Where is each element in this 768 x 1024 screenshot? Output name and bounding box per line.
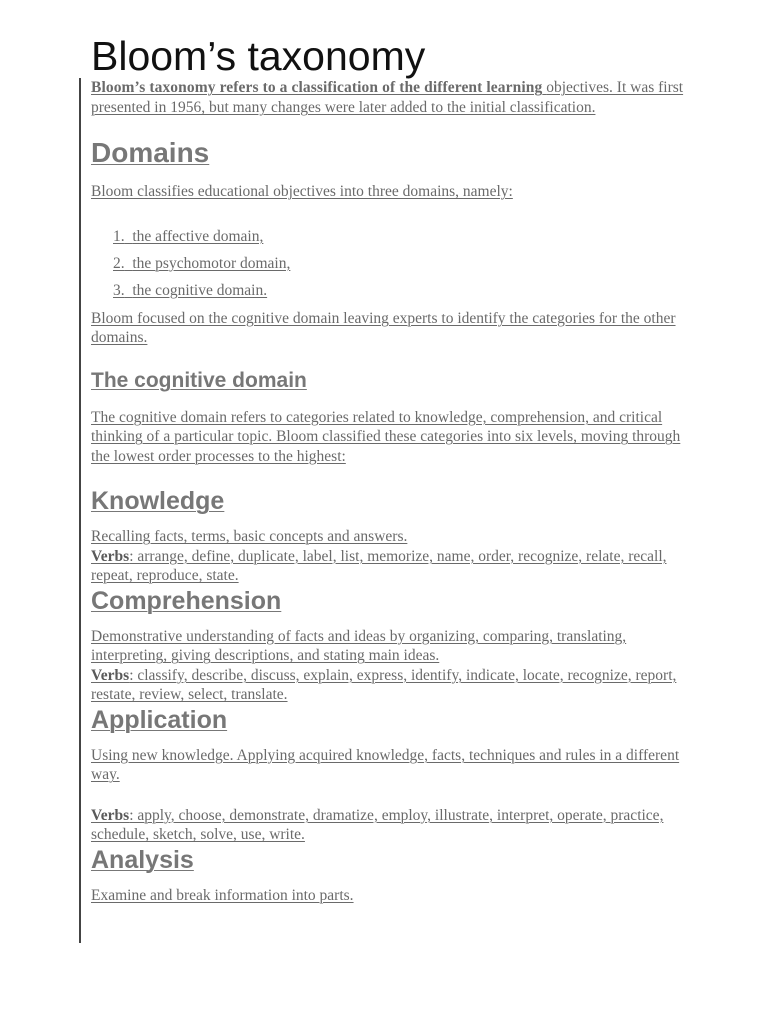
application-desc: Using new knowledge. Applying acquired knowledge, facts, techniques and rules in a different way. xyxy=(91,746,680,783)
domains-note: Bloom focused on the cognitive domain leaving experts to identify the categories for the other domains. xyxy=(91,309,676,346)
list-item-text: the cognitive domain. xyxy=(132,281,268,299)
verbs-list: : apply, choose, demonstrate, dramatize, employ, illustrate, interpret, operate, practice, schedule, sketch, solve, use, write. xyxy=(91,806,664,843)
intro-paragraph xyxy=(91,78,691,118)
verbs-label: Verbs xyxy=(91,547,130,565)
comprehension-verbs xyxy=(91,666,691,705)
intro-lead: Bloom’s taxonomy refers to a classification of the different learning xyxy=(91,79,543,96)
list-item-number: 2. xyxy=(113,254,125,272)
comprehension-desc: Demonstrative understanding of facts and ideas by organizing, comparing, translating, interpreting, giving descriptions, and stating main ideas. xyxy=(91,627,627,664)
comprehension-heading: Comprehension xyxy=(91,586,282,615)
list-item-number: 3. xyxy=(113,281,125,299)
analysis-desc: Examine and break information into parts. xyxy=(91,886,354,904)
domains-intro: Bloom classifies educational objectives into three domains, namely: xyxy=(91,183,513,200)
verbs-label: Verbs xyxy=(91,666,130,684)
application-heading: Application xyxy=(91,705,228,734)
list-item-text: the psychomotor domain, xyxy=(132,254,291,272)
cognitive-domain-text: The cognitive domain refers to categories related to knowledge, comprehension, and critical thinking of a particular topic. Bloom classified these categories into six levels, moving through the lowest order processes to the highest: xyxy=(91,408,681,465)
verbs-list: : arrange, define, duplicate, label, list, memorize, name, order, recognize, relate, recall, repeat, reproduce, state. xyxy=(91,547,667,584)
domains-list xyxy=(113,223,691,304)
application-verbs xyxy=(91,806,691,845)
verbs-label: Verbs xyxy=(91,806,130,824)
knowledge-desc: Recalling facts, terms, basic concepts and answers. xyxy=(91,528,408,545)
intro-rest: objectives. It was first presented in 1956, but many changes were later added to the initial classification. xyxy=(91,79,684,116)
cognitive-domain-heading: The cognitive domain xyxy=(91,368,307,392)
list-item-number: 1. xyxy=(113,227,125,245)
margin-rule xyxy=(79,78,81,943)
verbs-list: : classify, describe, discuss, explain, express, identify, indicate, locate, recognize, report, restate, review, select, translate. xyxy=(91,666,677,703)
list-item-text: the affective domain, xyxy=(132,227,264,245)
knowledge-heading: Knowledge xyxy=(91,487,225,515)
list-item xyxy=(113,223,691,250)
knowledge-verbs xyxy=(91,547,691,586)
analysis-heading: Analysis xyxy=(91,845,194,874)
page-title: Bloom’s taxonomy xyxy=(91,33,426,79)
domains-heading: Domains xyxy=(91,137,210,168)
document-body xyxy=(91,78,691,905)
list-item xyxy=(113,250,691,277)
list-item xyxy=(113,277,691,304)
